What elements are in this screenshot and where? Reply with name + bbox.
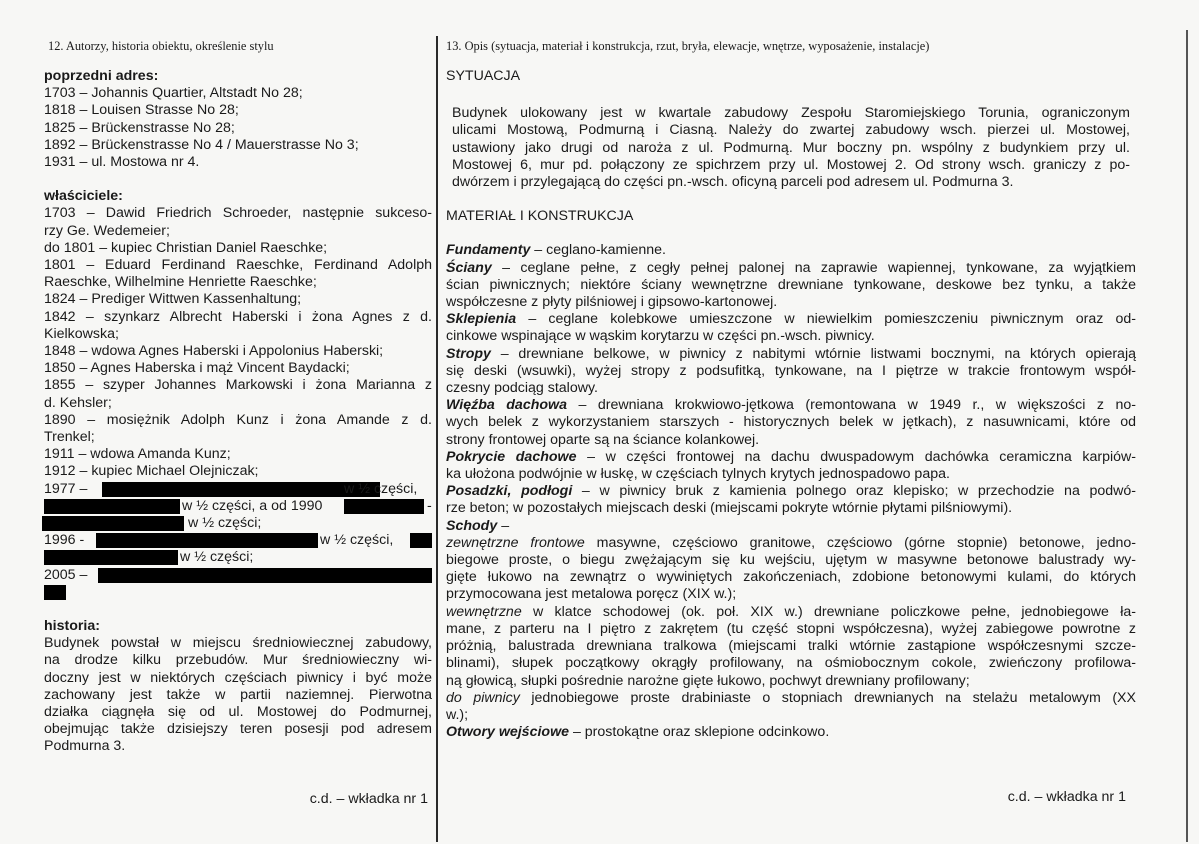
history-line: na drodze kilku przebudów. Mur średniowieczny wi- (44, 652, 432, 669)
term-otwory: Otwory wejściowe (446, 724, 569, 741)
schody-wewnetrzne-line: blinami), słupek początkowy okrągły profilowany, na ośmiobocznym cokole, zwieńczony profilowa- (446, 655, 1136, 672)
term-schody: Schody (446, 517, 498, 534)
owner-line: 1703 – Dawid Friedrich Schroeder, następnie sukceso- (44, 205, 432, 222)
previous-address-title: poprzedni adres: (44, 68, 159, 84)
right-column-header: 13. Opis (sytuacja, materiał i konstrukcja, rzut, bryła, elewacje, wnętrze, wyposażenie, instalacje) (446, 39, 930, 53)
posadzki-line (446, 483, 1136, 500)
sytuacja-line: dwórzem i przylegającą do części pn.-wsch. oficyną parceli pod adresem ul. Podmurna 3. (452, 174, 1014, 191)
redaction-block (344, 499, 424, 514)
term-zewnetrzne: zewnętrzne frontowe (446, 534, 585, 551)
history-line: działka ciągnęła się od ul. Mostowej do Podmurnej, (44, 704, 432, 720)
schody-wewnetrzne-line: próżnią, balustrada drewniana tralkowa (miejscami tralki wtórnie zastąpione współczesnymi szcze- (446, 638, 1136, 655)
schody-zewnetrzne-line: przymocowana jest metalowa poręcz (XIX w.); (446, 586, 737, 603)
schody-piwnica-line: w.); (446, 706, 469, 723)
owner-line: rzy Ge. Wedemeier; (44, 222, 170, 239)
redaction-block (96, 533, 318, 548)
posadzki-line: rze beton; w pozostałych miejscach deski (miejscami pokryte wtórnie płytami pilśniowymi). (446, 500, 1013, 517)
owner-line: 1801 – Eduard Ferdinand Raeschke, Ferdinand Adolph (44, 257, 432, 274)
stropy-text: – drewniane belkowe, w piwnicy z nabitymi wtórnie listwami bocznymi, na których opierają (490, 345, 1136, 362)
sciany-line: współczesne z płyty pilśniowej i gipsowo-kartonowej. (446, 294, 778, 311)
pokrycie-line (446, 449, 1136, 466)
sytuacja-text (446, 105, 1136, 191)
term-pokrycie: Pokrycie dachowe (446, 448, 577, 465)
schody-dash: – (497, 517, 510, 534)
redaction-block (410, 533, 432, 548)
history-line: Budynek powstał w miejscu średniowiecznej zabudowy, (44, 635, 432, 652)
redaction-block (102, 482, 380, 497)
address-item: 1931 – ul. Mostowa nr 4. (44, 154, 200, 171)
term-fundamenty: Fundamenty (446, 242, 531, 259)
sytuacja-title: SYTUACJA (446, 68, 521, 84)
wiezba-text: – drewniana krokwiowo-jętkowa (remontowana w 1949 r., w większości z no- (566, 397, 1136, 414)
wewnetrzne-text: w klatce schodowej (ok. poł. XIX w.) drewniane policzkowe pełne, jednobiegowe ła- (521, 603, 1136, 620)
right-column (446, 38, 1136, 808)
owner-share: w ½ części, a od 1990 (182, 497, 323, 514)
redacted-owner-line (44, 498, 432, 515)
address-item: 1818 – Louisen Strasse No 28; (44, 102, 239, 119)
schody-zewnetrzne-line: biegowe proste, o biegu zwężającym się ku wejściu, ujętym w masywne betonowe balustrady wy- (446, 552, 1136, 569)
material-section (446, 242, 1136, 741)
continued-note-right: c.d. – wkładka nr 1 (1007, 789, 1126, 805)
term-stropy: Stropy (446, 345, 491, 362)
redacted-owner-line (44, 567, 432, 584)
owner-share: w ½ części; (180, 549, 254, 566)
term-wewnetrzne: wewnętrzne (446, 603, 522, 620)
owner-share: w ½ części, (344, 480, 418, 497)
owner-year: 1996 - (44, 532, 85, 549)
schody-line (446, 518, 1136, 535)
sciany-line (446, 260, 1136, 277)
owner-dash: - (427, 497, 432, 514)
zewnetrzne-text: masywne, częściowo granitowe, częściowo (górne stopnie) betonowe, jedno- (584, 534, 1136, 551)
column-divider (436, 36, 438, 842)
owner-line: Raeschke, Wilhelmine Henriette Raeschke; (44, 274, 317, 291)
owner-share: w ½ części; (188, 515, 262, 532)
wiezba-line: wych belek z wykorzystaniem starszych - historycznych belek w jętkach), z nasuwnicami, które od (446, 414, 1136, 431)
owner-line: Kielkowska; (44, 325, 119, 342)
owner-line: 1855 – szyper Johannes Markowski i żona Marianna z (44, 377, 432, 394)
owner-line: 1912 – kupiec Michael Olejniczak; (44, 463, 259, 480)
schody-wewnetrzne-line: mane, z parteru na I piętro z zakrętem (tu część stopni współczesna), wyżej zabiegowe powrotne z (446, 620, 1136, 637)
sciany-line: ścian piwnicznych; niektóre ściany wewnętrzne drewniane tynkowane, deskowe bez tynku, a także (446, 276, 1136, 293)
continued-note-left: c.d. – wkładka nr 1 (309, 790, 428, 807)
sklepienia-text: – ceglane kolebkowe umieszczone w niewielkim pomieszczeniu piwnicznym oraz od- (516, 311, 1136, 328)
sytuacja-line: ustawiony jako drugi od naroża z ul. Podmurną. Mur boczny pn. wspólny z budynkiem przy ul. (452, 139, 1130, 156)
stropy-line: czesny podciąg stalowy. (446, 380, 598, 397)
redaction-block (44, 585, 66, 600)
pokrycie-text: – w części frontowej na dachu dwuspadowym dachówka ceramiczna karpiów- (576, 448, 1136, 465)
owner-line: do 1801 – kupiec Christian Daniel Raeschke; (44, 239, 328, 256)
history-line: Podmurna 3. (44, 738, 126, 755)
term-wiezba: Więźba dachowa (446, 397, 567, 414)
owner-line: 1842 – szynkarz Albrecht Haberski i żona Agnes z d. (44, 308, 432, 325)
owner-year: 1977 – (44, 480, 88, 497)
owner-share: w ½ części, (320, 532, 394, 549)
sytuacja-line: Budynek ulokowany jest w kwartale zabudowy Zespołu Staromiejskiego Torunia, ograniczonym (452, 105, 1130, 122)
sklepienia-line (446, 311, 1136, 328)
owners-title: właściciele: (44, 188, 123, 205)
redacted-owner-line (44, 481, 432, 498)
schody-piwnica-line (446, 690, 1136, 707)
sytuacja-line: Mostowej 6, mur pd. połączony ze spichrzem przy ul. Mostowej 2. Od strony wsch. graniczy z po- (452, 156, 1130, 173)
address-item: 1825 – Brückenstrasse No 28; (44, 119, 235, 136)
pokrycie-line: ka ułożona podwójnie w łuskę, w częściach tylnych krytych jednospadowo papa. (446, 466, 950, 483)
redacted-owner-line (44, 515, 432, 532)
term-do-piwnicy: do piwnicy (446, 689, 520, 706)
owner-line: 1890 – mosiężnik Adolph Kunz i żona Amande z d. (44, 411, 432, 428)
stropy-line (446, 346, 1136, 363)
fundamenty-text: – ceglano-kamienne. (530, 242, 666, 259)
do-piwnicy-text: jednobiegowe proste drabiniaste o stopniach drewnianych na stelażu metalowym (XX (519, 689, 1136, 706)
otwory-text: – prostokątne oraz sklepione odcinkowo. (569, 724, 830, 741)
left-column-header: 12. Autorzy, historia obiektu, określenie stylu (48, 39, 274, 53)
redacted-owner-line (44, 584, 432, 601)
history-line: obejmując także dzisiejszy teren posesji pod adresem (44, 721, 432, 738)
history-line: doczny jest w niektórych częściach piwnicy i być może (44, 669, 432, 686)
redaction-block (44, 550, 178, 565)
sciany-text: – ceglane pełne, z cegły pełnej palonej na zaprawie wapiennej, tynkowane, za wyjątkiem (491, 259, 1136, 276)
schody-zewnetrzne-line (446, 535, 1136, 552)
history-title: historia: (44, 617, 100, 634)
left-column (44, 38, 432, 808)
fundamenty-line (446, 242, 1136, 259)
owner-year: 2005 – (44, 566, 88, 583)
redaction-block (44, 499, 180, 514)
owner-line: 1850 – Agnes Haberska i mąż Vincent Baydacki; (44, 360, 350, 377)
history-line: zachowany jest także w partii naziemnej. Pierwotna (44, 686, 432, 703)
address-item: 1703 – Johannis Quartier, Altstadt No 28; (44, 85, 303, 102)
address-item: 1892 – Brückenstrasse No 4 / Mauerstrasse No 3; (44, 136, 359, 153)
term-sciany: Ściany (446, 259, 492, 276)
owner-line: d. Kehsler; (44, 394, 112, 411)
term-posadzki: Posadzki, podłogi (446, 483, 573, 500)
schody-wewnetrzne-line: ną głowicą, słupki pośrednie narożne gięte łukowo, pochwyt drewniany profilowany; (446, 672, 970, 689)
owner-line: Trenkel; (44, 429, 95, 446)
redaction-block (98, 568, 432, 583)
sklepienia-line: cinkowe wspinające w wąskim korytarzu w części pn.-wsch. piwnicy. (446, 328, 875, 345)
redacted-owner-line (44, 532, 432, 549)
sytuacja-line: ulicami Mostową, Podmurną i Ciasną. Należy do zwartej zabudowy wsch. pierzei ul. Mostowej, (452, 122, 1130, 139)
redaction-block (42, 516, 184, 531)
redacted-owner-line (44, 549, 432, 566)
owners-section (44, 188, 432, 601)
otwory-line (446, 724, 1136, 741)
material-title: MATERIAŁ I KONSTRUKCJA (446, 208, 634, 225)
wiezba-line (446, 397, 1136, 414)
owner-line: 1824 – Prediger Wittwen Kassenhaltung; (44, 291, 302, 308)
page-edge-line (1186, 30, 1188, 842)
previous-address-section (44, 68, 432, 171)
wiezba-line: strony frontowej oparte są na ściance kolankowej. (446, 431, 760, 448)
owner-line: 1848 – wdowa Agnes Haberski i Appolonius Haberski; (44, 343, 384, 360)
schody-zewnetrzne-line: gięte łukowo na zewnątrz o wywiniętych zakończeniach, zdobione betonowymi kulami, do których (446, 569, 1136, 586)
owner-line: 1911 – wdowa Amanda Kunz; (44, 446, 231, 463)
term-sklepienia: Sklepienia (446, 311, 517, 328)
schody-wewnetrzne-line (446, 604, 1136, 621)
history-section (44, 618, 432, 756)
stropy-line: się deski (wsuwki), wyżej stropy z podsufitką, tynkowane, na I piętrze w trakcie frontowym współ- (446, 362, 1136, 379)
posadzki-text: – w piwnicy bruk z kamienia polnego oraz klepisko; w przechodzie na podwó- (572, 483, 1136, 500)
